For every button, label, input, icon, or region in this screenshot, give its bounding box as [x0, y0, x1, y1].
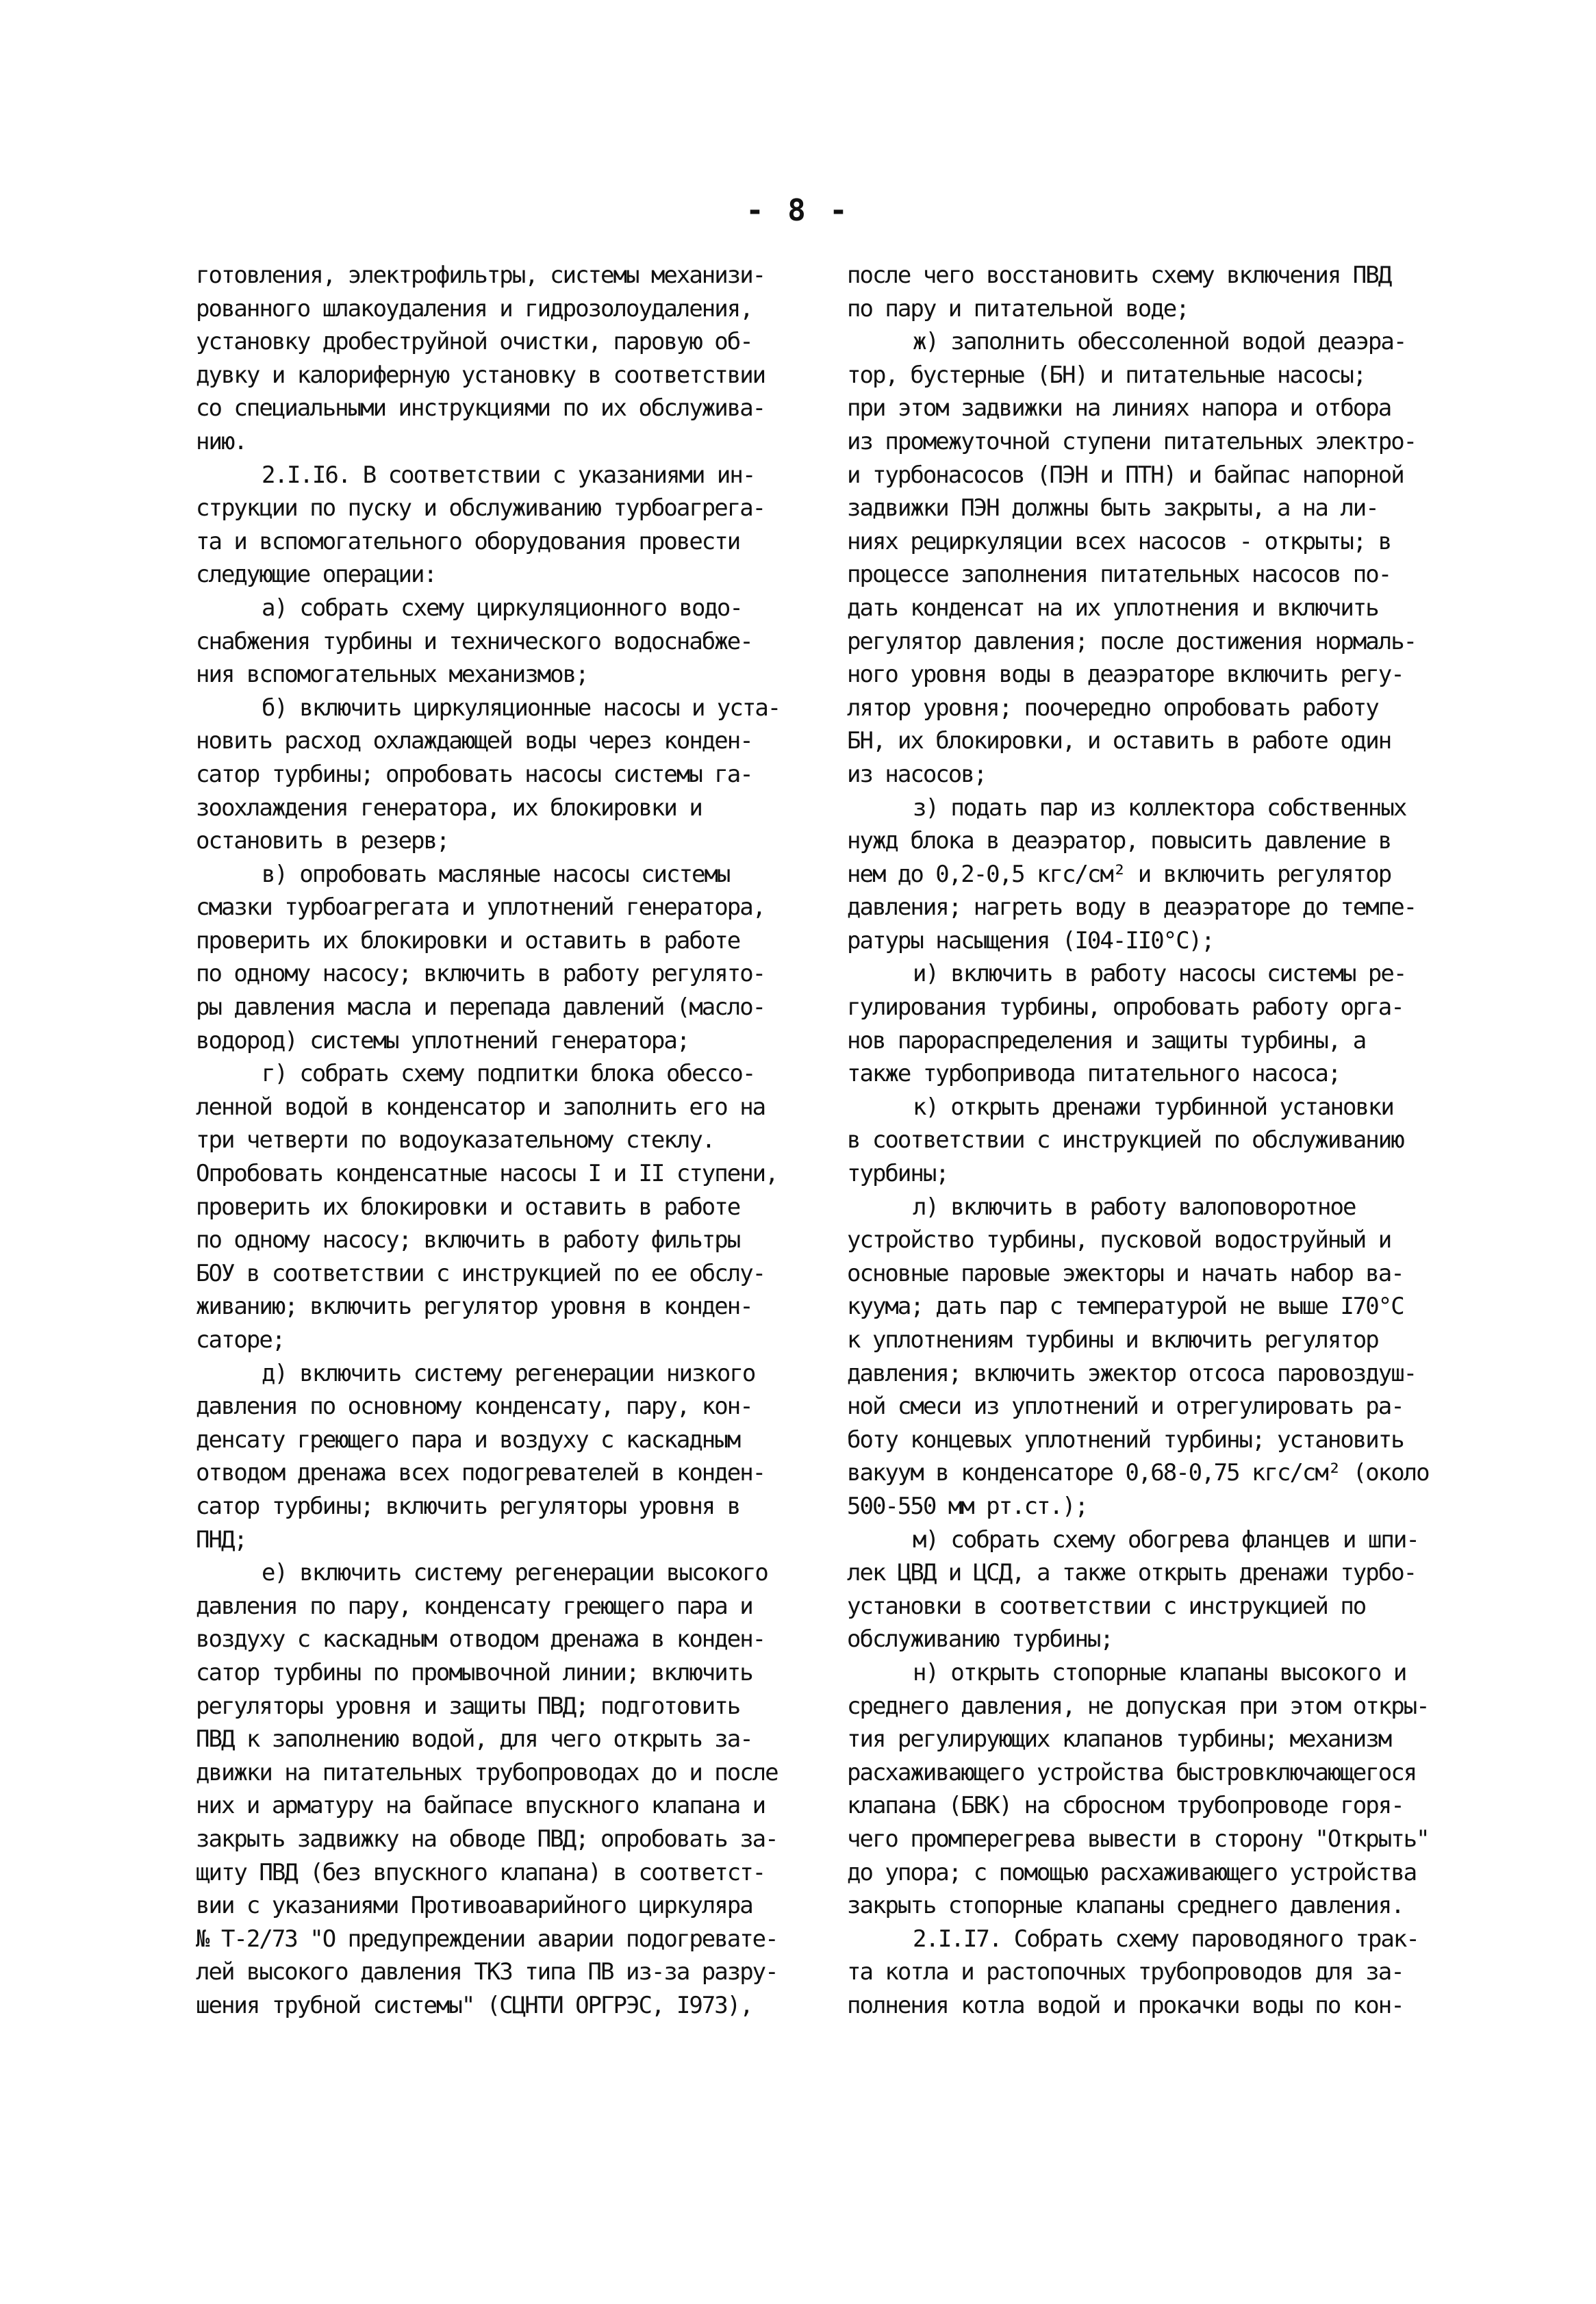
text-line: сатор турбины; опробовать насосы системы га- — [196, 760, 752, 788]
text-line: вакуум в конденсаторе 0,68-0,75 кгс/см² (около — [847, 1459, 1429, 1487]
text-line: новить расход охлаждающей воды через конден- — [196, 727, 752, 755]
text-line: три четверти по водоуказательному стеклу. — [196, 1126, 715, 1154]
text-line: по пару и питательной воде; — [847, 294, 1189, 322]
text-line: снабжения турбины и технического водоснабже- — [196, 627, 752, 655]
text-line: Опробовать конденсатные насосы I и II ступени, — [196, 1160, 778, 1188]
text-line: ленной водой в конденсатор и заполнить его на — [196, 1093, 765, 1121]
text-line: лек ЦВД и ЦСД, а также открыть дренажи турбо- — [847, 1559, 1417, 1587]
text-line: задвижки ПЭН должны быть закрыты, а на ли- — [847, 494, 1378, 522]
text-line: смазки турбоагрегата и уплотнений генератора, — [196, 894, 765, 922]
text-line: остановить в резерв; — [196, 827, 449, 855]
text-line: лей высокого давления ТКЗ типа ПВ из-за разру- — [196, 1958, 778, 1986]
text-line: л) включить в работу валоповоротное — [913, 1193, 1356, 1221]
text-line: нию. — [196, 427, 246, 455]
text-line: саторе; — [196, 1326, 285, 1354]
text-line: ПВД к заполнению водой, для чего открыть за- — [196, 1725, 752, 1754]
text-line: воздуху с каскадным отводом дренажа в конден- — [196, 1625, 765, 1654]
text-line: процессе заполнения питательных насосов по- — [847, 561, 1391, 589]
text-line: движки на питательных трубопроводах до и после — [196, 1758, 778, 1786]
text-line: рованного шлакоудаления и гидрозолоудаления, — [196, 294, 752, 322]
text-line: ного уровня воды в деаэраторе включить регу- — [847, 661, 1404, 689]
right-column — [847, 259, 1466, 2022]
text-line: полнения котла водой и прокачки воды по кон- — [847, 1991, 1404, 2019]
text-line: клапана (БВК) на сбросном трубопроводе горя- — [847, 1792, 1404, 1820]
text-line: водород) системы уплотнений генератора; — [196, 1026, 689, 1054]
text-line: г) собрать схему подпитки блока обессо- — [262, 1060, 755, 1088]
text-line: нов парораспределения и защиты турбины, а — [847, 1026, 1366, 1054]
text-line: закрыть задвижку на обводе ПВД; опробовать за- — [196, 1825, 778, 1853]
text-line: среднего давления, не допуская при этом откры- — [847, 1692, 1429, 1720]
text-line: проверить их блокировки и оставить в работе — [196, 1193, 740, 1221]
text-line: н) открыть стопорные клапаны высокого и — [913, 1658, 1406, 1686]
text-line: ния вспомогательных механизмов; — [196, 661, 588, 689]
text-line: 2.I.I6. В соответствии с указаниями ин- — [262, 461, 755, 489]
text-line: при этом задвижки на линиях напора и отбора — [847, 394, 1391, 422]
text-line: б) включить циркуляционные насосы и уста- — [262, 694, 781, 722]
text-line: ной смеси из уплотнений и отрегулировать ра- — [847, 1393, 1404, 1421]
text-line: боту концевых уплотнений турбины; установить — [847, 1426, 1404, 1454]
text-line: после чего восстановить схему включения ПВД — [847, 262, 1391, 289]
text-line: ры давления масла и перепада давлений (масло- — [196, 993, 765, 1022]
text-line: ПНД; — [196, 1526, 246, 1554]
text-line: в соответствии с инструкцией по обслуживанию — [847, 1126, 1404, 1154]
text-line: е) включить систему регенерации высокого — [262, 1559, 768, 1587]
text-line: д) включить систему регенерации низкого — [262, 1359, 755, 1387]
text-line: по одному насосу; включить в работу фильтры — [196, 1226, 740, 1254]
text-line: также турбопривода питательного насоса; — [847, 1060, 1341, 1088]
text-line: щиту ПВД (без впускного клапана) в соответст- — [196, 1858, 765, 1886]
text-line: м) собрать схему обогрева фланцев и шпи- — [913, 1526, 1419, 1554]
text-line: к) открыть дренажи турбинной установки — [913, 1093, 1393, 1121]
text-line: давления; нагреть воду в деаэраторе до темпе- — [847, 894, 1417, 922]
text-line: регулятор давления; после достижения нормаль- — [847, 627, 1417, 655]
text-line: тия регулирующих клапанов турбины; механизм — [847, 1725, 1391, 1754]
text-line: со специальными инструкциями по их обслужива- — [196, 394, 765, 422]
text-line: установку дробеструйной очистки, паровую об- — [196, 328, 752, 356]
text-line: к уплотнениям турбины и включить регулятор — [847, 1326, 1378, 1354]
text-line: готовления, электрофильтры, системы механизи- — [196, 262, 765, 289]
text-line: гулирования турбины, опробовать работу орга- — [847, 993, 1404, 1022]
text-line: нужд блока в деаэратор, повысить давление в — [847, 827, 1391, 855]
text-line: БОУ в соответствии с инструкцией по ее обслу- — [196, 1259, 765, 1287]
text-line: в) опробовать масляные насосы системы — [262, 860, 730, 888]
text-line: обслуживанию турбины; — [847, 1625, 1113, 1654]
text-line: та и вспомогательного оборудования провести — [196, 527, 740, 555]
text-line: сатор турбины; включить регуляторы уровня в — [196, 1492, 740, 1520]
text-line: вии с указаниями Противоаварийного циркуляра — [196, 1892, 752, 1920]
text-line: из насосов; — [847, 760, 987, 788]
text-line: отводом дренажа всех подогревателей в конден- — [196, 1459, 765, 1487]
text-line: 2.I.I7. Собрать схему пароводяного трак- — [913, 1925, 1419, 1953]
text-line: из промежуточной ступени питательных электро- — [847, 427, 1417, 455]
text-line: проверить их блокировки и оставить в работе — [196, 926, 740, 954]
text-line: турбины; — [847, 1160, 948, 1188]
text-line: расхаживающего устройства быстровключающегося — [847, 1758, 1417, 1786]
text-line: БН, их блокировки, и оставить в работе один — [847, 727, 1391, 755]
text-line: з) подать пар из коллектора собственных — [913, 794, 1406, 822]
text-line: ратуры насыщения (I04-II0°C); — [847, 926, 1214, 954]
text-line: куума; дать пар с температурой не выше I70°C — [847, 1293, 1404, 1321]
text-line: регуляторы уровня и защиты ПВД; подготовить — [196, 1692, 740, 1720]
text-line: давления; включить эжектор отсоса паровоздуш- — [847, 1359, 1417, 1387]
text-line: закрыть стопорные клапаны среднего давления. — [847, 1892, 1404, 1920]
text-line: денсату греющего пара и воздуху с каскадным — [196, 1426, 740, 1454]
text-line: дать конденсат на их уплотнения и включить — [847, 594, 1378, 622]
text-line: а) собрать схему циркуляционного водо- — [262, 594, 742, 622]
text-line: давления по основному конденсату, пару, кон- — [196, 1393, 752, 1421]
text-line: лятор уровня; поочередно опробовать работу — [847, 694, 1378, 722]
text-line: по одному насосу; включить в работу регулято- — [196, 960, 765, 988]
left-column — [196, 259, 808, 2022]
text-line: до упора; с помощью расхаживающего устройства — [847, 1858, 1417, 1886]
text-line: давления по пару, конденсату греющего пара и — [196, 1592, 752, 1620]
text-line: чего промперегрева вывести в сторону "Открыть" — [847, 1825, 1429, 1853]
text-line: и) включить в работу насосы системы ре- — [913, 960, 1406, 988]
text-line: тор, бустерные (БН) и питательные насосы; — [847, 361, 1366, 389]
text-line: дувку и калориферную установку в соответствии — [196, 361, 765, 389]
text-line: шения трубной системы" (СЦНТИ ОРГРЭС, I973), — [196, 1991, 752, 2019]
text-line: следующие операции: — [196, 561, 436, 589]
text-line: № Т-2/73 "О предупреждении аварии подогревате- — [196, 1925, 778, 1953]
text-line: та котла и растопочных трубопроводов для за- — [847, 1958, 1404, 1986]
text-line: зоохлаждения генератора, их блокировки и — [196, 794, 702, 822]
text-line: основные паровые эжекторы и начать набор ва- — [847, 1259, 1404, 1287]
page-number: - 8 - — [746, 193, 850, 228]
text-line: них и арматуру на байпасе впускного клапана и — [196, 1792, 765, 1820]
text-line: сатор турбины по промывочной линии; включить — [196, 1658, 752, 1686]
text-line: установки в соответствии с инструкцией по — [847, 1592, 1366, 1620]
text-line: ниях рециркуляции всех насосов - открыты; в — [847, 527, 1391, 555]
text-line: струкции по пуску и обслуживанию турбоагрега- — [196, 494, 765, 522]
text-line: 500-550 мм рт.ст.); — [847, 1492, 1087, 1520]
text-line: ж) заполнить обессоленной водой деаэра- — [913, 328, 1406, 356]
text-line: устройство турбины, пусковой водоструйный и — [847, 1226, 1391, 1254]
text-line: нем до 0,2-0,5 кгс/см² и включить регулятор — [847, 860, 1391, 888]
text-line: и турбонасосов (ПЭН и ПТН) и байпас напорной — [847, 461, 1404, 489]
text-line: живанию; включить регулятор уровня в конден- — [196, 1293, 752, 1321]
